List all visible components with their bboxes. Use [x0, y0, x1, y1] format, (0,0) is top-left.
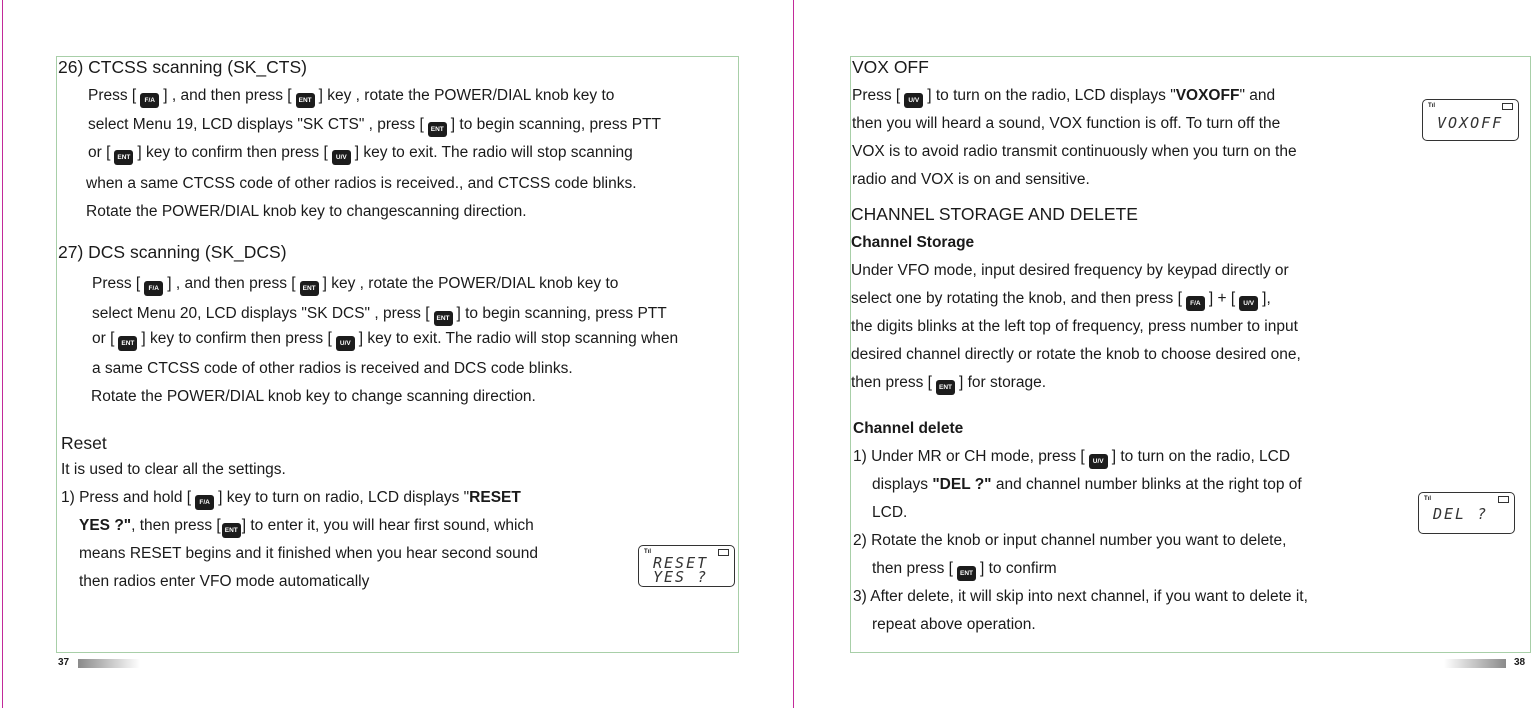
vox-line-1: Press [ U/V ] to turn on the radio, LCD displays "VOXOFF" and	[852, 86, 1275, 108]
channel-delete-subheading: Channel delete	[853, 420, 964, 437]
page-footer-bar	[78, 659, 140, 668]
storage-line-1: Under VFO mode, input desired frequency by keypad directly or	[851, 262, 1289, 279]
lcd-text: DEL ?	[1433, 505, 1489, 523]
ctcss-heading: 26) CTCSS scanning (SK_CTS)	[58, 57, 307, 77]
signal-icon: Tıl	[644, 549, 651, 555]
left-page-edge	[2, 0, 3, 708]
fa-key-icon: F/A	[195, 495, 214, 510]
delete-line-1: 1) Under MR or CH mode, press [ U/V ] to turn on the radio, LCD	[853, 447, 1290, 469]
ctcss-line-5: Rotate the POWER/DIAL knob key to changescanning direction.	[86, 203, 527, 220]
ent-key-icon: ENT	[300, 281, 319, 296]
lcd-text: YES ?	[653, 568, 709, 586]
fa-key-icon: F/A	[140, 93, 159, 108]
ent-key-icon: ENT	[434, 311, 453, 326]
battery-icon	[1498, 496, 1509, 503]
reset-line-2: YES ?", then press [ ENT ] to enter it, you will hear first sound, which	[79, 516, 534, 538]
delete-line-2: displays "DEL ?" and channel number blinks at the right top of	[872, 476, 1302, 493]
reset-line-1: 1) Press and hold [ F/A ] key to turn on radio, LCD displays "RESET	[61, 488, 521, 510]
storage-line-3: the digits blinks at the left top of frequency, press number to input	[851, 318, 1298, 335]
lcd-text: VOXOFF	[1437, 114, 1504, 132]
reset-lcd-display	[638, 545, 735, 587]
dcs-line-2: select Menu 20, LCD displays "SK DCS" , press [ ENT ] to begin scanning, press PTT	[92, 304, 667, 326]
vox-line-4: radio and VOX is on and sensitive.	[852, 171, 1090, 188]
storage-line-2: select one by rotating the knob, and then press [ F/A ] + [ U/V ],	[851, 289, 1271, 311]
lcd-text: RESET	[653, 554, 709, 572]
vox-line-2: then you will heard a sound, VOX function is off. To turn off the	[852, 115, 1281, 132]
delete-line-7: repeat above operation.	[872, 616, 1036, 633]
reset-line-3: means RESET begins and it finished when you hear second sound	[79, 545, 538, 562]
channel-storage-subheading: Channel Storage	[851, 234, 975, 251]
uv-key-icon: U/V	[1239, 296, 1258, 311]
dcs-line-3: or [ ENT ] key to confirm then press [ U/V ] key to exit. The radio will stop scanning when	[92, 329, 678, 351]
ctcss-line-3: or [ ENT ] key to confirm then press [ U/V ] key to exit. The radio will stop scanning	[88, 143, 633, 165]
reset-line-4: then radios enter VFO mode automatically	[79, 573, 370, 590]
ctcss-line-1: Press [ F/A ] , and then press [ ENT ] key , rotate the POWER/DIAL knob key to	[88, 86, 614, 108]
dcs-line-1: Press [ F/A ] , and then press [ ENT ] key , rotate the POWER/DIAL knob key to	[92, 274, 618, 296]
ent-key-icon: ENT	[222, 523, 241, 538]
dcs-line-5: Rotate the POWER/DIAL knob key to change scanning direction.	[91, 388, 536, 405]
uv-key-icon: U/V	[332, 150, 351, 165]
delete-lcd-display	[1418, 492, 1515, 534]
ent-key-icon: ENT	[957, 566, 976, 581]
fa-key-icon: F/A	[1186, 296, 1205, 311]
battery-icon	[718, 549, 729, 556]
ent-key-icon: ENT	[118, 336, 137, 351]
battery-icon	[1502, 103, 1513, 110]
vox-heading: VOX OFF	[852, 57, 929, 77]
ent-key-icon: ENT	[296, 93, 315, 108]
reset-intro: It is used to clear all the settings.	[61, 461, 286, 478]
page-number: 37	[58, 657, 70, 668]
vox-lcd-display	[1422, 99, 1519, 141]
ent-key-icon: ENT	[936, 380, 955, 395]
uv-key-icon: U/V	[336, 336, 355, 351]
uv-key-icon: U/V	[904, 93, 923, 108]
uv-key-icon: U/V	[1089, 454, 1108, 469]
reset-heading: Reset	[61, 433, 107, 453]
vox-line-3: VOX is to avoid radio transmit continuously when you turn on the	[852, 143, 1297, 160]
delete-line-4: 2) Rotate the knob or input channel number you want to delete,	[853, 532, 1287, 549]
fa-key-icon: F/A	[144, 281, 163, 296]
page-number: 38	[1514, 657, 1526, 668]
ctcss-line-4: when a same CTCSS code of other radios is received., and CTCSS code blinks.	[86, 175, 637, 192]
delete-line-3: LCD.	[872, 504, 908, 521]
signal-icon: Tıl	[1424, 496, 1431, 502]
page-footer-bar	[1444, 659, 1506, 668]
storage-line-4: desired channel directly or rotate the knob to choose desired one,	[851, 346, 1301, 363]
ent-key-icon: ENT	[114, 150, 133, 165]
page-spine	[793, 0, 794, 708]
ent-key-icon: ENT	[428, 122, 447, 137]
delete-line-5: then press [ ENT ] to confirm	[872, 559, 1057, 581]
channel-storage-heading: CHANNEL STORAGE AND DELETE	[851, 204, 1138, 224]
signal-icon: Tıl	[1428, 103, 1435, 109]
ctcss-line-2: select Menu 19, LCD displays "SK CTS" , press [ ENT ] to begin scanning, press PTT	[88, 115, 661, 137]
storage-line-5: then press [ ENT ] for storage.	[851, 373, 1046, 395]
dcs-line-4: a same CTCSS code of other radios is received and DCS code blinks.	[92, 360, 573, 377]
delete-line-6: 3) After delete, it will skip into next channel, if you want to delete it,	[853, 588, 1308, 605]
dcs-heading: 27) DCS scanning (SK_DCS)	[58, 242, 287, 262]
